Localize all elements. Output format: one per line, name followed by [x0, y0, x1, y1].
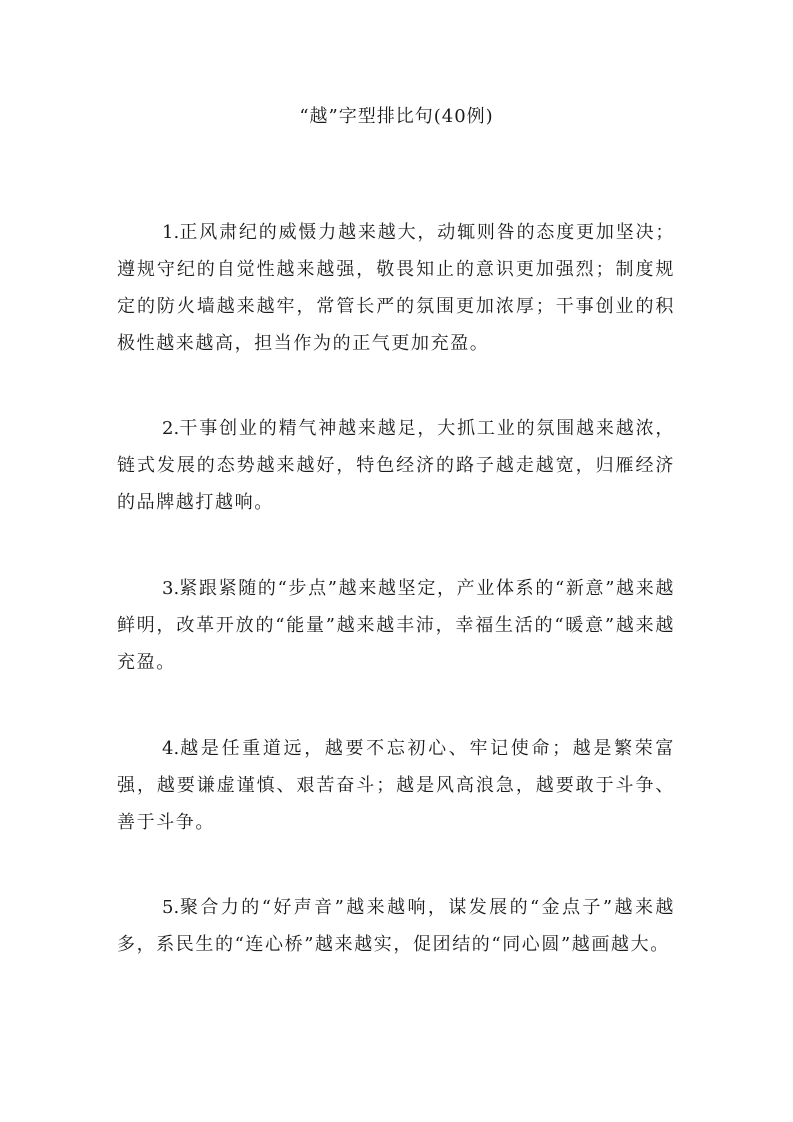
paragraph-text: 聚合力的“好声音”越来越响，谋发展的“金点子”越来越多，系民生的“连心桥”越来越实，促团结的“同心圆”越画越大。 — [117, 897, 675, 955]
document-title: “越”字型排比句(40例) — [299, 106, 494, 127]
paragraph-number: 2. — [162, 418, 180, 439]
paragraph-text: 紧跟紧随的“步点”越来越坚定，产业体系的“新意”越来越鲜明，改革开放的“能量”越来越丰沛，幸福生活的“暖意”越来越充盈。 — [117, 578, 675, 673]
paragraph — [117, 730, 675, 841]
paragraph-number: 5. — [162, 897, 180, 918]
paragraph-number: 1. — [162, 222, 180, 243]
paragraph-text: 干事创业的精气神越来越足，大抓工业的氛围越来越浓，链式发展的态势越来越好，特色经济的路子越走越宽，归雁经济的品牌越打越响。 — [117, 418, 675, 513]
paragraph-text: 越是任重道远，越要不忘初心、牢记使命；越是繁荣富强，越要谦虚谨慎、艰苦奋斗；越是风高浪急，越要敢于斗争、善于斗争。 — [117, 738, 675, 833]
paragraph — [117, 214, 675, 362]
paragraph-number: 3. — [162, 578, 180, 599]
paragraph-text: 正风肃纪的威慑力越来越大，动辄则咎的态度更加坚决；遵规守纪的自觉性越来越强，敬畏知止的意识更加强烈；制度规定的防火墙越来越牢，常管长严的氛围更加浓厚；干事创业的积极性越来越高，担当作为的正气更加充盈。 — [117, 222, 675, 354]
paragraph — [117, 889, 675, 963]
paragraph-number: 4. — [162, 738, 180, 759]
paragraph — [117, 410, 675, 521]
paragraph — [117, 570, 675, 681]
